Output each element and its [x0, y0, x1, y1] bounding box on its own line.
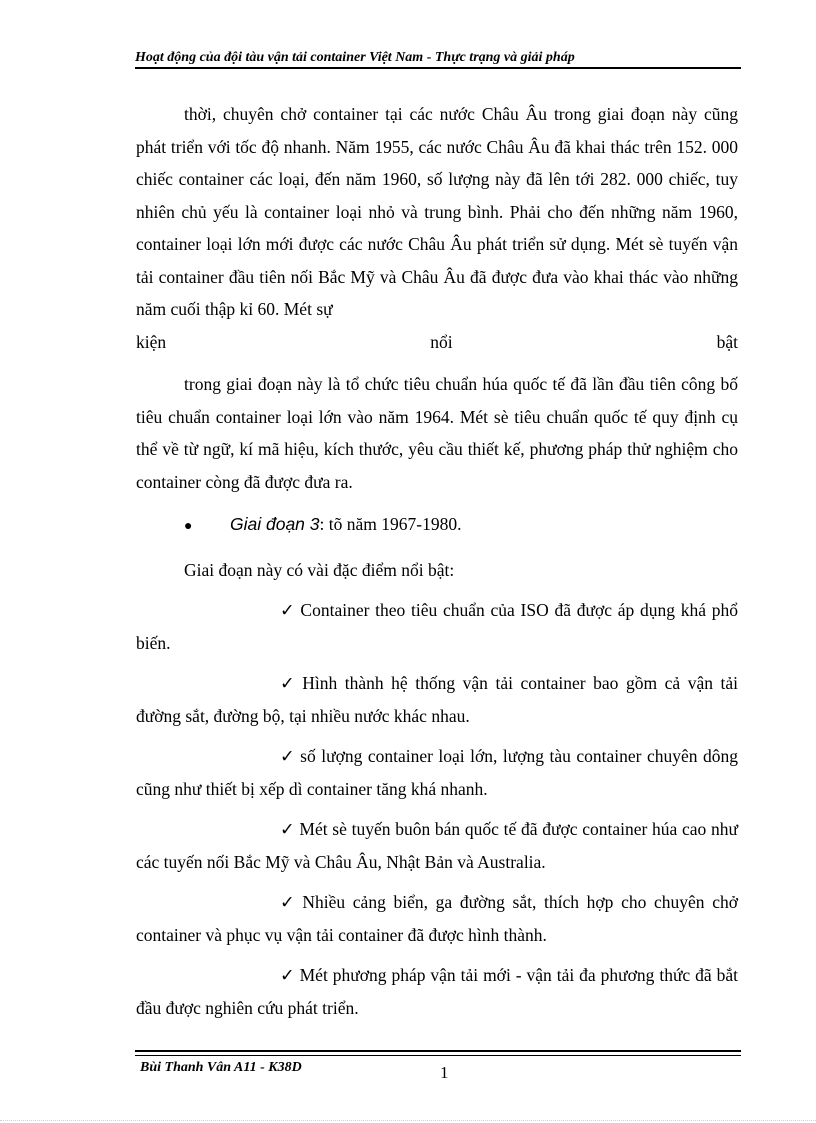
- spread-word-1: kiện: [136, 331, 167, 352]
- check-item-text: Nhiều cảng biển, ga đường sắt, thích hợp cho chuyên chở container và phục vụ vận tải container đã được hình thành.: [136, 892, 738, 945]
- check-item-1: [136, 594, 738, 659]
- spread-word-3: bật: [716, 331, 738, 352]
- check-icon: ✓: [280, 819, 295, 839]
- paragraph-1: thời, chuyên chở container tại các nước Châu Âu trong giai đoạn này cũng phát triển với tốc độ nhanh. Năm 1955, các nước Châu Âu đã khai thác trên 152. 000 chiếc container các loại, đến năm 1960, số lượng này đã lên tới 282. 000 chiếc, tuy nhiên chủ yếu là container loại nhỏ và trung bình. Phải cho đến những năm 1960, container loại lớn mới được các nước Châu Âu phát triển sử dụng. Mét sè tuyến vận tải container đầu tiên nối Bắc Mỹ và Châu Âu đã được đưa vào khai thác vào những năm cuối thập kỉ 60. Mét sự: [136, 104, 738, 319]
- check-icon: ✓: [280, 965, 295, 985]
- page-edge-divider: [0, 1120, 816, 1121]
- check-item-3: [136, 740, 738, 805]
- phase-bullet: [136, 508, 738, 544]
- check-item-5: [136, 886, 738, 951]
- footer-rule-thin: [135, 1055, 741, 1056]
- intro-line: Giai đoạn này có vài đặc điểm nổi bật:: [184, 559, 455, 580]
- check-item-text: số lượng container loại lớn, lượng tàu container chuyên dông cũng như thiết bị xếp dì container tăng khá nhanh.: [136, 746, 738, 799]
- check-icon: ✓: [280, 673, 295, 693]
- phase-heading: [230, 508, 461, 541]
- paragraph-2: trong giai đoạn này là tổ chức tiêu chuẩn húa quốc tế đã lần đầu tiên công bố tiêu chuẩn container loại lớn vào năm 1964. Mét sè tiêu chuẩn quốc tế quy định cụ thể về từ ngữ, kí mã hiệu, kích thước, yêu cầu thiết kế, phương pháp thử nghiệm cho container còng đã được đưa ra.: [136, 374, 738, 492]
- page-number: 1: [440, 1063, 449, 1082]
- check-item-text: Mét sè tuyến buôn bán quốc tế đã được container húa cao như các tuyến nối Bắc Mỹ và Châu Âu, Nhật Bản và Australia.: [136, 819, 738, 872]
- phase-years: : tõ năm 1967-1980.: [319, 514, 462, 534]
- header-rule: [135, 67, 741, 69]
- check-item-4: [136, 813, 738, 878]
- spread-line: [136, 326, 738, 359]
- page-body: [136, 98, 738, 1024]
- bullet-icon: ●: [184, 519, 193, 534]
- phase-label: Giai đoạn 3: [230, 514, 320, 534]
- check-item-2: [136, 667, 738, 732]
- spread-word-2: nổi: [430, 331, 453, 352]
- check-item-6: [136, 959, 738, 1024]
- check-icon: ✓: [280, 892, 295, 912]
- check-icon: ✓: [280, 600, 295, 620]
- check-item-text: Hình thành hệ thống vận tải container bao gồm cả vận tải đường sắt, đường bộ, tại nhiều nước khác nhau.: [136, 673, 738, 726]
- footer-rule: [135, 1050, 741, 1052]
- check-item-text: Container theo tiêu chuẩn của ISO đã được áp dụng khá phổ biến.: [136, 600, 738, 653]
- check-item-text: Mét phương pháp vận tải mới - vận tải đa phương thức đã bắt đầu được nghiên cứu phát triển.: [136, 965, 738, 1018]
- running-header: Hoạt động của đội tàu vận tải container Việt Nam - Thực trạng và giải pháp: [135, 50, 575, 65]
- footer-author: Bùi Thanh Vân A11 - K38D: [140, 1060, 302, 1075]
- check-icon: ✓: [280, 746, 295, 766]
